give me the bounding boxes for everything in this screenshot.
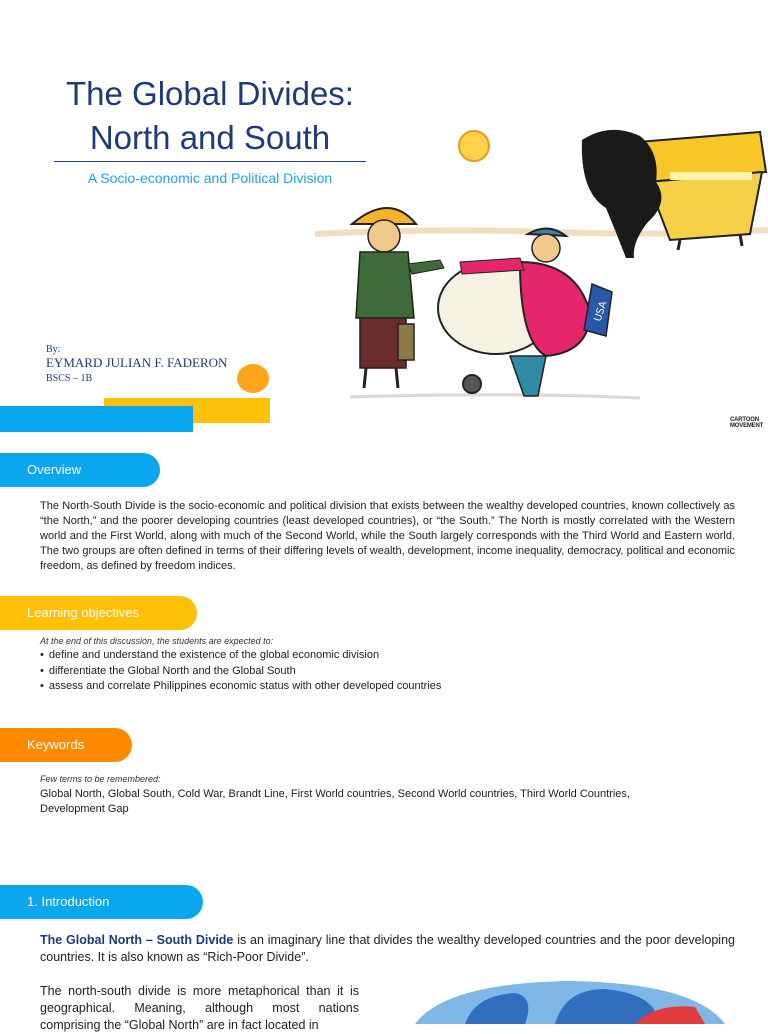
page-subtitle: A Socio-economic and Political Division bbox=[87, 170, 333, 186]
introduction-paragraph: The north-south divide is more metaphorical than it is geographical. Meaning, although most nations comprising the “Global North” are in fact located in bbox=[40, 984, 359, 1032]
world-map-image bbox=[405, 975, 735, 1024]
objectives-list bbox=[40, 648, 740, 695]
title-line-1: The Global Divides: bbox=[66, 75, 354, 112]
overview-text: The North-South Divide is the socio-economic and political division that exists between the wealthy developed countries, known collectively as “the North,” and the poorer developing countries (least developed countries), or “the South.” The North is mostly correlated with the Western world and the First World, along with much of the Second World, while the South largely corresponds with the Third World and Eastern world. The two groups are often defined in terms of their differing levels of wealth, development, income inequality, democracy, political and economic freedom, as defined by freedom indices. bbox=[40, 500, 735, 572]
list-item: • assess and correlate Philippines economic status with other developed countries bbox=[40, 679, 740, 695]
usa-bag-icon bbox=[584, 284, 612, 336]
introduction-lead bbox=[40, 932, 735, 966]
sun-icon bbox=[459, 131, 489, 161]
cartoon-illustration bbox=[310, 112, 768, 412]
africa-figure bbox=[582, 130, 662, 258]
cartoon-credit bbox=[730, 417, 763, 429]
author-course: BSCS – 1B bbox=[46, 373, 93, 384]
section-tab-keywords: Keywords bbox=[0, 728, 132, 762]
list-item: • define and understand the existence of the global economic division bbox=[40, 648, 740, 664]
section-tab-learning-objectives: Learning objectives bbox=[0, 596, 197, 630]
section-tab-overview: Overview bbox=[0, 453, 160, 487]
title-line-2: North and South bbox=[89, 119, 331, 156]
objectives-intro: At the end of this discussion, the students are expected to: bbox=[40, 636, 274, 646]
section-tab-introduction: 1. Introduction bbox=[0, 885, 203, 919]
keywords-text: Global North, Global South, Cold War, Brandt Line, First World countries, Second World countries, Third World Countries, Development Gap bbox=[40, 788, 630, 815]
introduction-highlight: The Global North – South Divide bbox=[40, 933, 234, 947]
by-label: By: bbox=[46, 344, 61, 355]
credit-line-2: MOVEMENT bbox=[730, 423, 764, 429]
author-name: EYMARD JULIAN F. FADERON bbox=[46, 355, 228, 370]
credit-line-1: CARTOON bbox=[730, 417, 759, 423]
bag-label: USA bbox=[592, 299, 610, 323]
worker-figure bbox=[352, 208, 444, 388]
list-item: • differentiate the Global North and the Global South bbox=[40, 664, 740, 680]
introduction-lead-rest: is an imaginary line that divides the wealthy developed countries and the poor developing countries. It is also known as “Rich-Poor Divide”. bbox=[40, 933, 735, 964]
decorative-circle bbox=[237, 364, 269, 393]
decorative-bar-blue bbox=[0, 406, 193, 432]
keywords-intro: Few terms to be remembered: bbox=[40, 774, 161, 784]
businessman-figure bbox=[438, 228, 612, 396]
